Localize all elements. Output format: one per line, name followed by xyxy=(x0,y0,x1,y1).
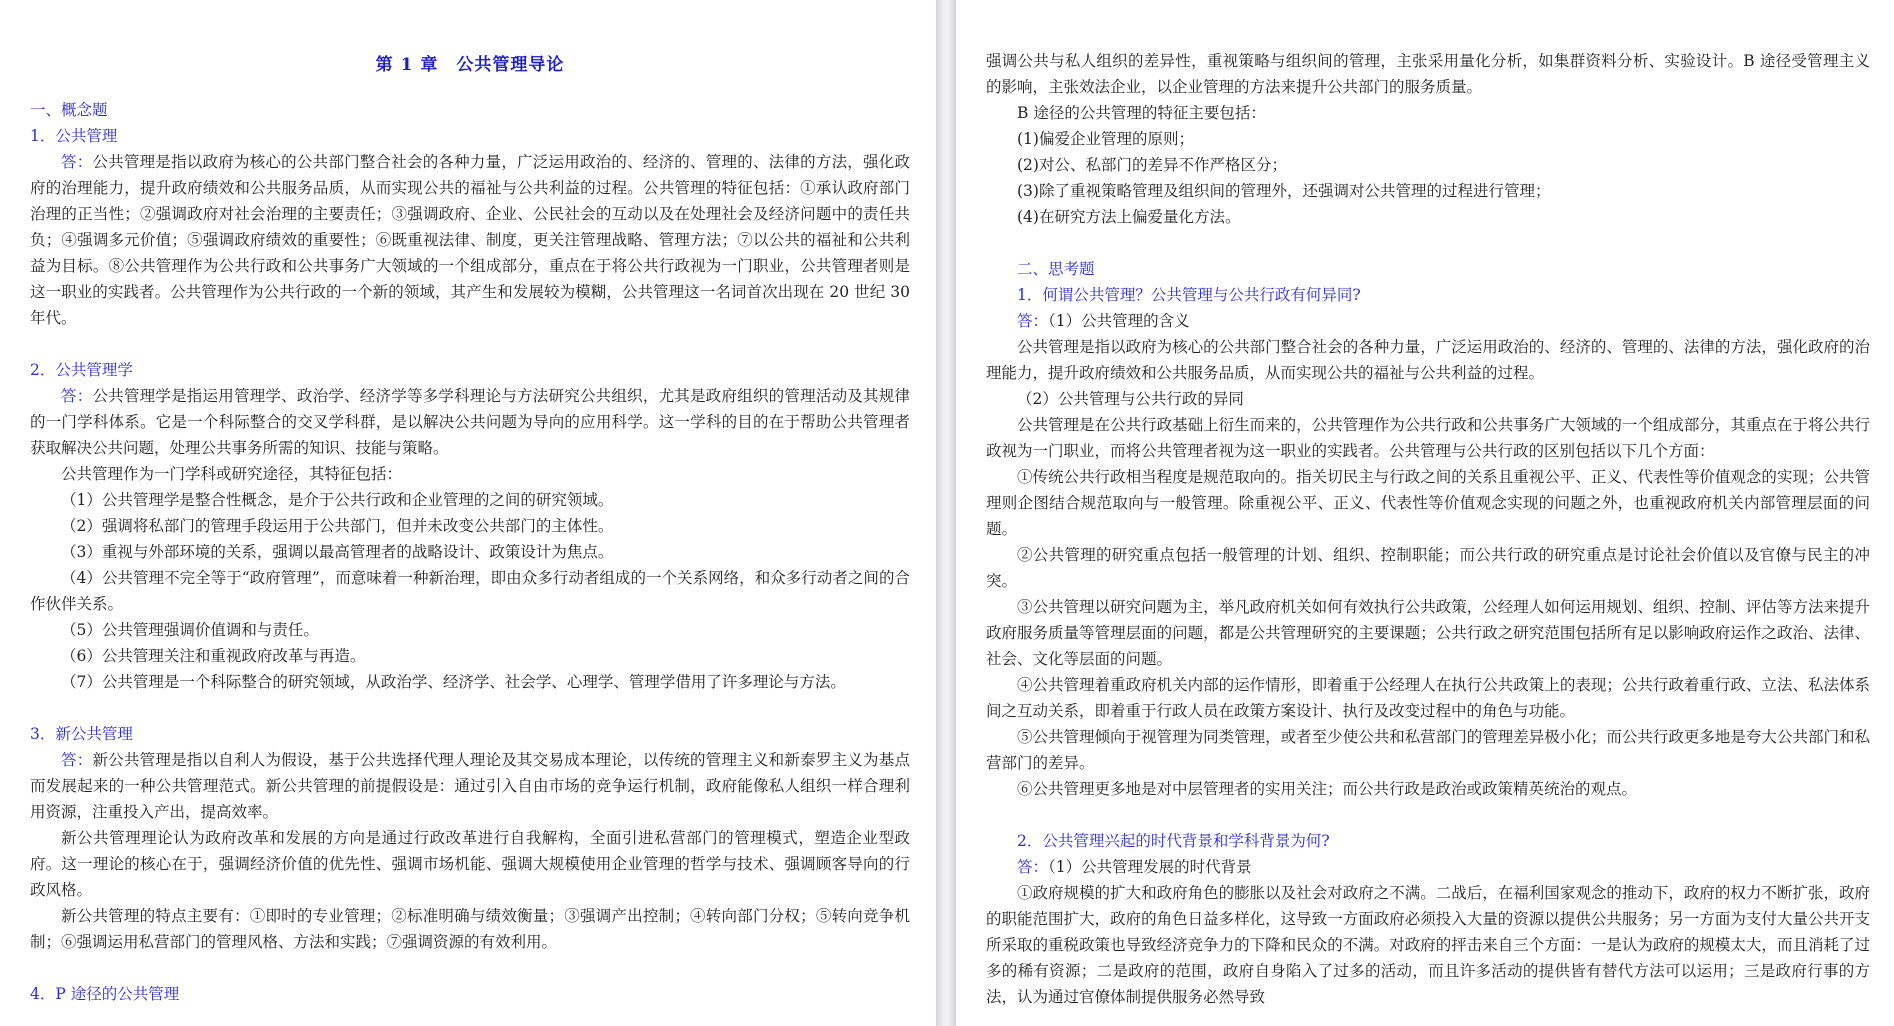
paragraph: 公共管理是在公共行政基础上衍生而来的，公共管理作为公共行政和公共事务广大领域的一个组成部分，其重点在于将公共行政视为一门职业，而将公共管理者视为这一职业的实践者。公共管理与公共行政的区别包括以下几个方面： xyxy=(986,416,1870,460)
paragraph: ③公共管理以研究问题为主，举凡政府机关如何有效执行公共政策，公经理人如何运用规划、组织、控制、评估等方法来提升政府服务质量等管理层面的问题，都是公共管理研究的主要课题；公共行政之研究范围包括所有足以影响政府运作之政治、法律、社会、文化等层面的问题。 xyxy=(986,598,1870,668)
list-item: (1)偏爱企业管理的原则； xyxy=(1017,130,1194,148)
item-answer-3 xyxy=(30,747,910,825)
paragraph: 公共管理作为一门学科或研究途径，其特征包括： xyxy=(61,465,403,483)
list-item: （3）重视与外部环境的关系，强调以最高管理者的战略设计、政策设计为焦点。 xyxy=(61,543,614,561)
item-answer-2 xyxy=(30,383,910,461)
list-item: (2)对公、私部门的差异不作严格区分； xyxy=(1017,156,1287,174)
answer-text: 公共管理学是指运用管理学、政治学、经济学等多学科理论与方法研究公共组织，尤其是政府组织的管理活动及其规律的一门学科体系。它是一个科际整合的交叉学科群，是以解决公共问题为导向的应用科学。这一学科的目的在于帮助公共管理者获取解决公共问题，处理公共事务所需的知识、技能与策略。 xyxy=(30,387,910,457)
list-item: （2）强调将私部门的管理手段运用于公共部门，但并未改变公共部门的主体性。 xyxy=(61,517,614,535)
paragraph: 新公共管理理论认为政府改革和发展的方向是通过行政改革进行自我解构，全面引进私营部门的管理模式，塑造企业型政府。这一理论的核心在于，强调经济价值的优先性、强调市场机能、强调大规模使用企业管理的哲学与技术、强调顾客导向的行政风格。 xyxy=(30,829,910,899)
list-item: （5）公共管理强调价值调和与责任。 xyxy=(61,621,319,639)
chapter-title: 第 1 章 公共管理导论 xyxy=(375,55,565,75)
item-heading-4: 4．P 途径的公共管理 xyxy=(30,985,180,1003)
section-heading-think: 二、思考题 xyxy=(1017,260,1095,278)
paragraph: ②公共管理的研究重点包括一般管理的计划、组织、控制职能；而公共行政的研究重点是讨论社会价值以及官僚与民主的冲突。 xyxy=(986,546,1870,590)
list-item: （6）公共管理关注和重视政府改革与再造。 xyxy=(61,647,366,665)
paragraph: 公共管理是指以政府为核心的公共部门整合社会的各种力量，广泛运用政治的、经济的、管理的、法律的方法，强化政府的治理能力，提升政府绩效和公共服务品质，从而实现公共的福祉与公共利益的过程。 xyxy=(986,338,1870,382)
item-heading-3: 3．新公共管理 xyxy=(30,725,133,743)
question-heading-1: 1．何谓公共管理？公共管理与公共行政有何异同? xyxy=(1017,286,1361,304)
list-item: （4）公共管理不完全等于“政府管理”，而意味着一种新治理，即由众多行动者组成的一个关系网络，和众多行动者之间的合作伙伴关系。 xyxy=(30,569,910,613)
continued-paragraph: 强调公共与私人组织的差异性，重视策略与组织间的管理，主张采用量化分析，如集群资料分析、实验设计。B 途径受管理主义的影响，主张效法企业，以企业管理的方法来提升公共部门的服务质量。 xyxy=(986,52,1870,96)
document-page-left xyxy=(0,0,936,1026)
page-gutter xyxy=(936,0,956,1026)
answer-text: （1）公共管理的含义 xyxy=(1048,312,1190,330)
answer-label: 答： xyxy=(61,387,93,405)
list-item: (4)在研究方法上偏爱量化方法。 xyxy=(1017,208,1241,226)
answer-text: 公共管理是指以政府为核心的公共部门整合社会的各种力量，广泛运用政治的、经济的、管理的、法律的方法，强化政府的治理能力，提升政府绩效和公共服务品质，从而实现公共的福祉与公共利益的过程。公共管理的特征包括：①承认政府部门治理的正当性；②强调政府对社会治理的主要责任；③强调政府、企业、公民社会的互动以及在处理社会及经济问题中的责任共负；④强调多元价值；⑤强调政府绩效的重要性；⑥既重视法律、制度，更关注管理战略、管理方法；⑦以公共的福祉和公共利益为目标。⑧公共管理作为公共行政和公共事务广大领域的一个组成部分，重点在于将公共行政视为一门职业，公共管理者则是这一职业的实践者。公共管理作为公共行政的一个新的领域，其产生和发展较为模糊，公共管理这一名词首次出现在 20 世纪 30 年代。 xyxy=(30,153,910,327)
answer-text: （1）公共管理发展的时代背景 xyxy=(1048,858,1252,876)
paragraph: 新公共管理的特点主要有：①即时的专业管理；②标准明确与绩效衡量；③强调产出控制；④转向部门分权；⑤转向竞争机制；⑥强调运用私营部门的管理风格、方法和实践；⑦强调资源的有效利用。 xyxy=(30,907,910,951)
list-item: (3)除了重视策略管理及组织间的管理外，还强调对公共管理的过程进行管理； xyxy=(1017,182,1551,200)
item-answer-1 xyxy=(30,149,910,331)
answer-label: 答： xyxy=(1017,312,1049,330)
paragraph: ①政府规模的扩大和政府角色的膨胀以及社会对政府之不满。二战后，在福利国家观念的推动下，政府的权力不断扩张，政府的职能范围扩大，政府的角色日益多样化，这导致一方面政府必须投入大量的资源以提供公共服务；另一方面为支付大量公共开支所采取的重税政策也导致经济竞争力的下降和民众的不满。对政府的抨击来自三个方面：一是认为政府的规模太大，而且消耗了过多的稀有资源；二是政府的范围，政府自身陷入了过多的活动，而且许多活动的提供皆有替代方法可以运用；三是政府行事的方法，认为通过官僚体制提供服务必然导致 xyxy=(986,884,1870,1006)
answer-label: 答： xyxy=(61,153,93,171)
question-answer-1 xyxy=(986,308,1870,334)
item-heading-2: 2．公共管理学 xyxy=(30,361,133,379)
document-page-right xyxy=(956,0,1894,1026)
list-item: （1）公共管理学是整合性概念，是介于公共行政和企业管理的之间的研究领域。 xyxy=(61,491,614,509)
answer-label: 答： xyxy=(1017,858,1049,876)
paragraph: ①传统公共行政相当程度是规范取向的。指关切民主与行政之间的关系且重视公平、正义、代表性等价值观念的实现；公共管理则企图结合规范取向与一般管理。除重视公平、正义、代表性等价值观念实现的问题之外，也重视政府机关内部管理层面的问题。 xyxy=(986,468,1870,538)
paragraph: B 途径的公共管理的特征主要包括： xyxy=(1017,104,1266,122)
question-answer-2 xyxy=(986,854,1870,880)
paragraph: ④公共管理着重政府机关内部的运作情形，即着重于公经理人在执行公共政策上的表现；公共行政着重行政、立法、私法体系间之互动关系，即着重于行政人员在政策方案设计、执行及改变过程中的角色与功能。 xyxy=(986,676,1870,720)
question-heading-2: 2．公共管理兴起的时代背景和学科背景为何? xyxy=(1017,832,1330,850)
paragraph: ⑤公共管理倾向于视管理为同类管理，或者至少使公共和私营部门的管理差异极小化；而公共行政更多地是夸大公共部门和私营部门的差异。 xyxy=(986,728,1870,772)
paragraph: ⑥公共管理更多地是对中层管理者的实用关注；而公共行政是政治或政策精英统治的观点。 xyxy=(1017,780,1638,798)
item-heading-1: 1．公共管理 xyxy=(30,127,118,145)
answer-label: 答： xyxy=(61,751,93,769)
list-item: （7）公共管理是一个科际整合的研究领域，从政治学、经济学、社会学、心理学、管理学借用了许多理论与方法。 xyxy=(61,673,846,691)
paragraph: （2）公共管理与公共行政的异同 xyxy=(1017,390,1244,408)
section-heading-concepts: 一、概念题 xyxy=(30,101,108,119)
answer-text: 新公共管理是指以自利人为假设，基于公共选择代理人理论及其交易成本理论，以传统的管理主义和新泰罗主义为基点而发展起来的一种公共管理范式。新公共管理的前提假设是：通过引入自由市场的竞争运行机制，政府能像私人组织一样合理利用资源，注重投入产出，提高效率。 xyxy=(30,751,910,821)
